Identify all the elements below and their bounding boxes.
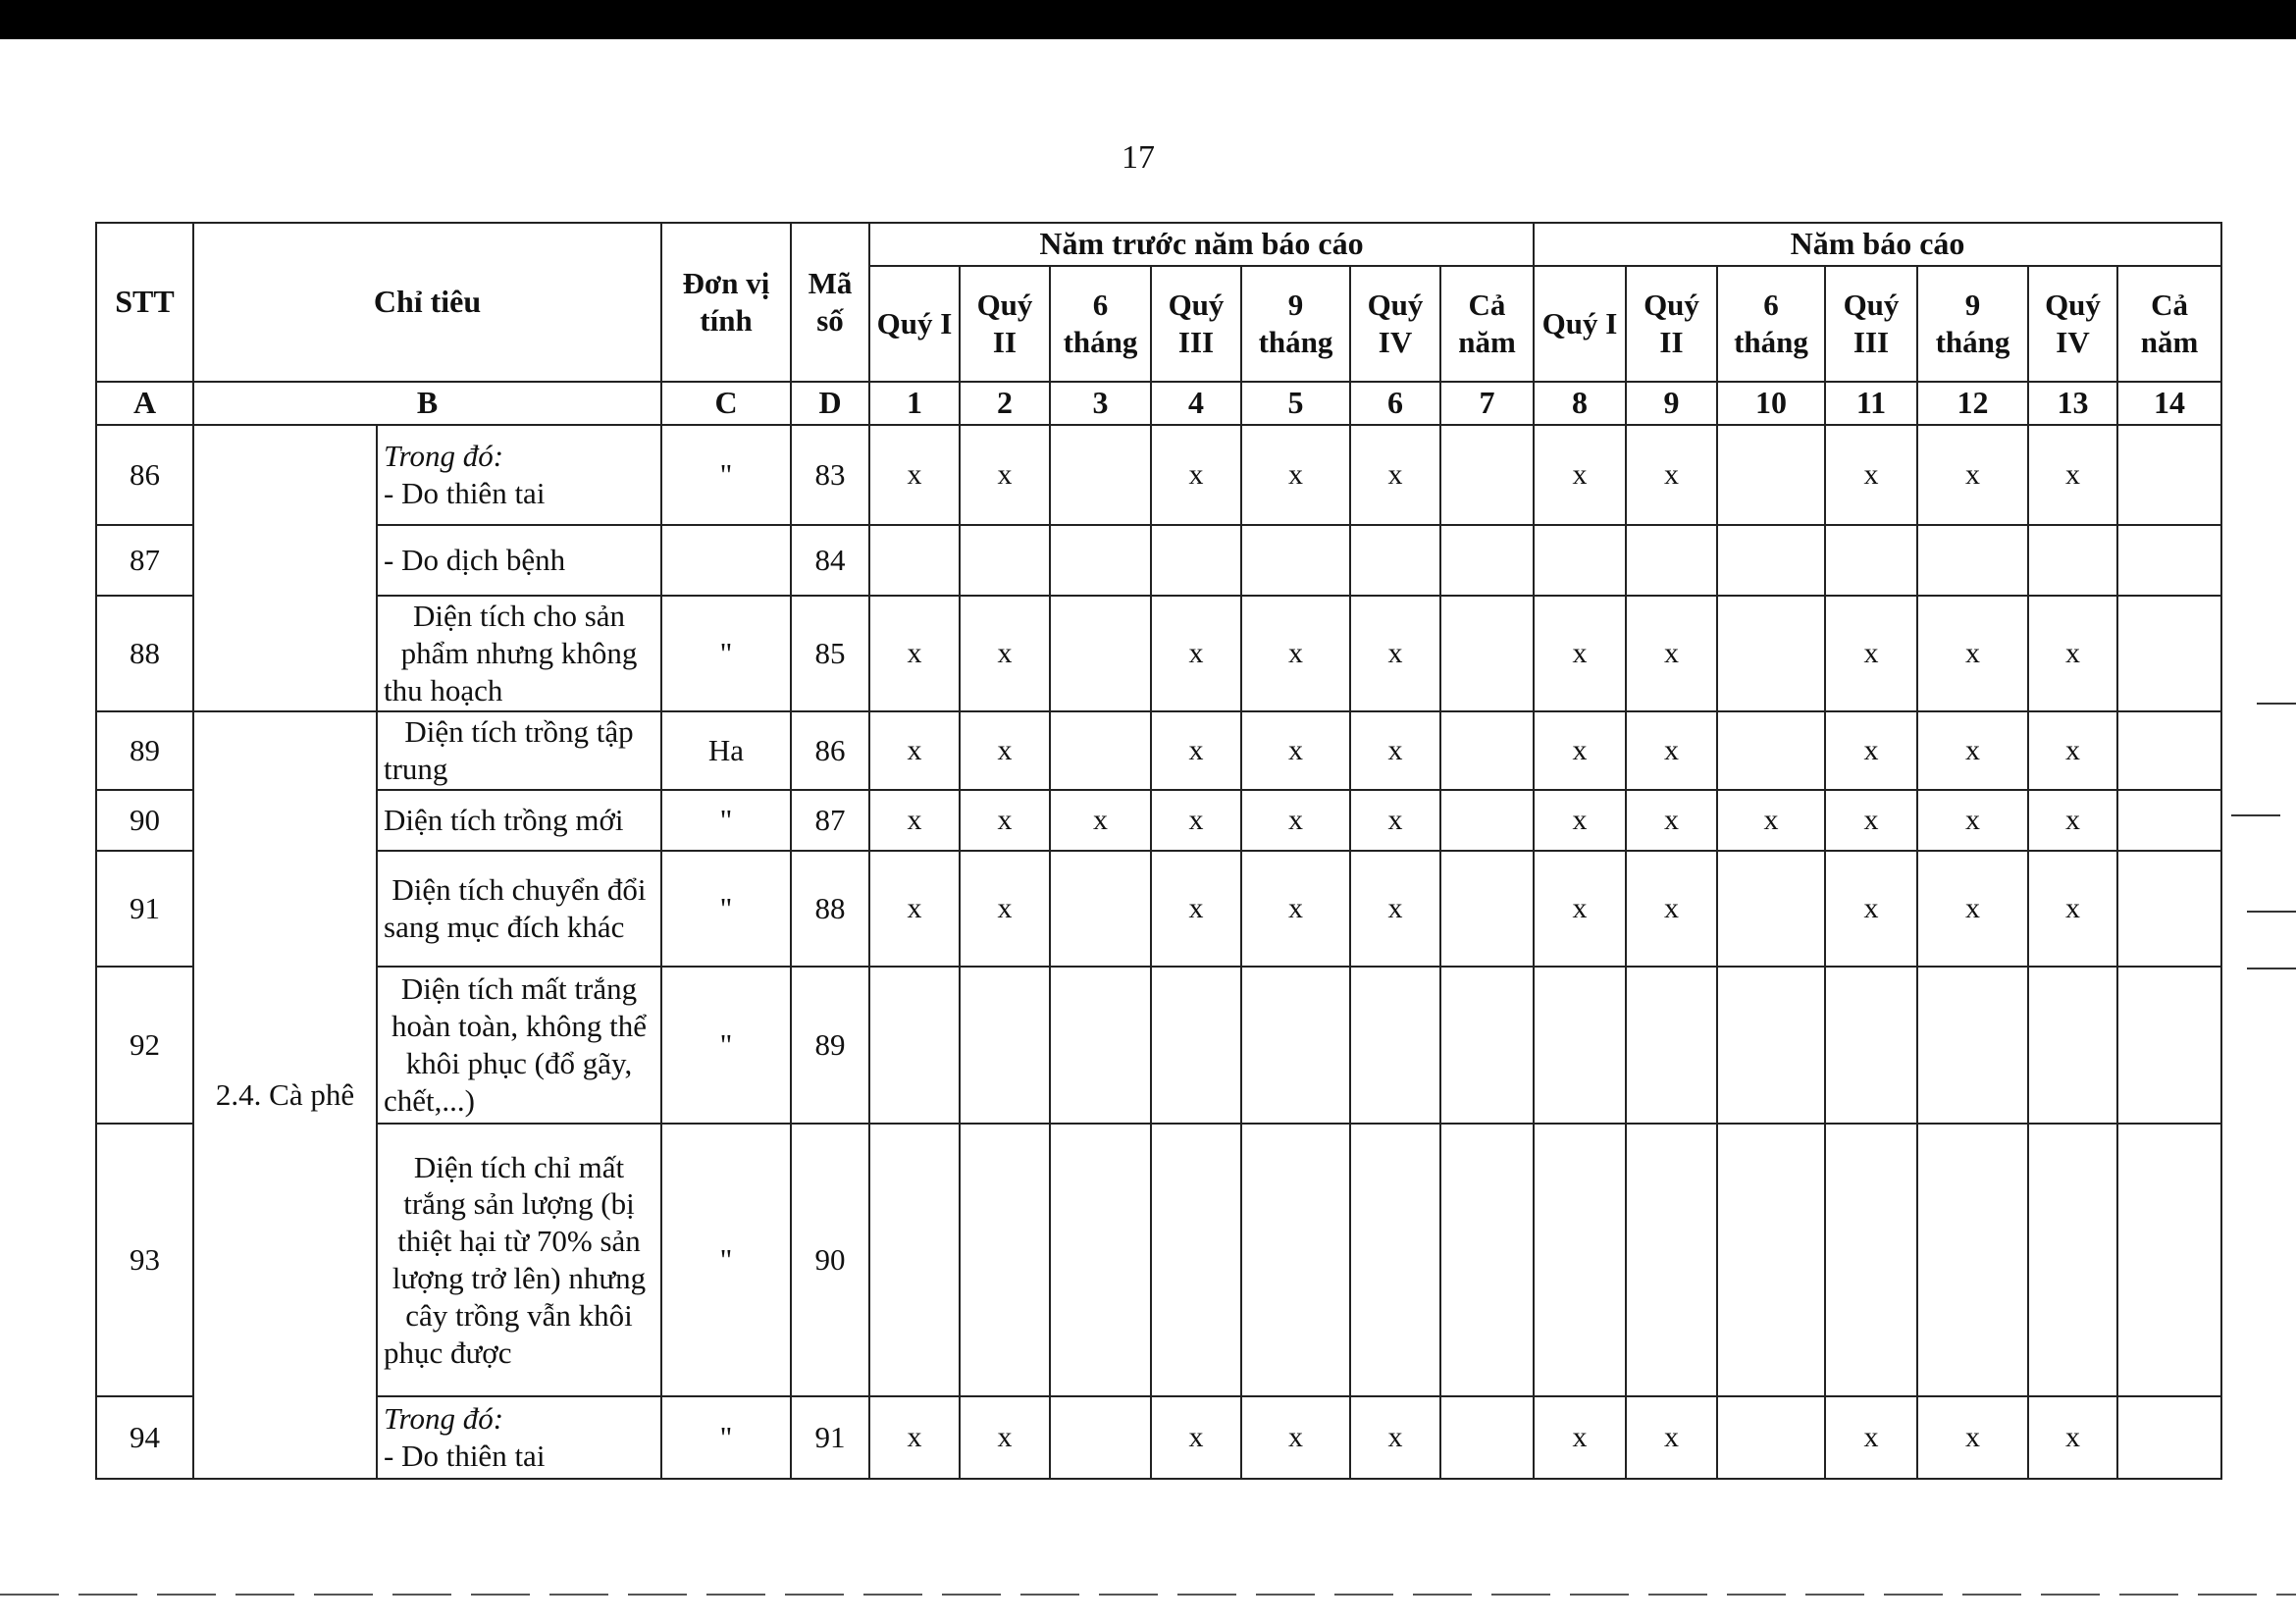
period-cell — [1440, 790, 1534, 851]
header-letter-row — [96, 382, 2221, 425]
period-cell — [869, 525, 960, 596]
period-cell — [1717, 425, 1825, 525]
row-stt: 91 — [96, 851, 193, 967]
period-cell — [1534, 967, 1626, 1124]
period-cell — [2028, 525, 2117, 596]
row-unit: " — [661, 851, 791, 967]
period-cell — [960, 1124, 1050, 1396]
period-cell — [2117, 1396, 2221, 1479]
period-cell — [1050, 851, 1151, 967]
period-cell — [1917, 525, 2028, 596]
period-cell — [1050, 1396, 1151, 1479]
header-period: Quý II — [960, 266, 1050, 382]
period-cell — [1241, 525, 1350, 596]
period-cell: x — [1825, 1396, 1917, 1479]
row-label: Diện tích mất trắng hoàn toàn, không thể khôi phục (đổ gãy, chết,...) — [377, 967, 661, 1124]
row-label-text: - Do thiên tai — [384, 1439, 546, 1473]
period-cell: x — [1151, 790, 1241, 851]
period-cell — [1050, 425, 1151, 525]
period-cell — [2117, 851, 2221, 967]
row-label-text: - Do thiên tai — [384, 476, 546, 510]
period-cell — [1350, 967, 1440, 1124]
period-cell: x — [1825, 711, 1917, 790]
period-cell — [2028, 1124, 2117, 1396]
period-cell — [1050, 967, 1151, 1124]
header-period: Quý III — [1825, 266, 1917, 382]
period-cell — [1717, 711, 1825, 790]
row-unit — [661, 525, 791, 596]
row-code: 89 — [791, 967, 869, 1124]
header-don-vi-tinh: Đơn vị tính — [661, 223, 791, 382]
period-cell — [1440, 1124, 1534, 1396]
period-cell — [2117, 711, 2221, 790]
table-row — [96, 790, 2221, 851]
period-cell: x — [1626, 851, 1717, 967]
period-cell: x — [1534, 425, 1626, 525]
period-cell: x — [1241, 711, 1350, 790]
column-code: 11 — [1825, 382, 1917, 425]
row-label: Diện tích trồng mới — [377, 790, 661, 851]
period-cell: x — [2028, 790, 2117, 851]
row-label: Diện tích trồng tập trung — [377, 711, 661, 790]
row-label — [377, 1396, 661, 1479]
period-cell — [2117, 790, 2221, 851]
period-cell — [1050, 596, 1151, 711]
period-cell — [1717, 596, 1825, 711]
header-period: 9 tháng — [1241, 266, 1350, 382]
period-cell — [1917, 967, 2028, 1124]
table-row — [96, 1396, 2221, 1479]
header-period: 9 tháng — [1917, 266, 2028, 382]
period-cell: x — [1917, 1396, 2028, 1479]
column-code: 9 — [1626, 382, 1717, 425]
row-stt: 92 — [96, 967, 193, 1124]
period-cell — [1440, 525, 1534, 596]
row-code: 83 — [791, 425, 869, 525]
period-cell: x — [1241, 790, 1350, 851]
period-cell: x — [960, 425, 1050, 525]
table-row — [96, 525, 2221, 596]
row-unit: Ha — [661, 711, 791, 790]
period-cell: x — [1717, 790, 1825, 851]
scan-mark — [2247, 968, 2296, 969]
period-cell: x — [1917, 851, 2028, 967]
column-code: 3 — [1050, 382, 1151, 425]
header-period: Cả năm — [1440, 266, 1534, 382]
period-cell — [1534, 525, 1626, 596]
period-cell — [1241, 1124, 1350, 1396]
table-row — [96, 1124, 2221, 1396]
column-code: 1 — [869, 382, 960, 425]
row-label: Diện tích cho sản phẩm nhưng không thu hoạch — [377, 596, 661, 711]
period-cell — [1440, 425, 1534, 525]
column-code: 6 — [1350, 382, 1440, 425]
period-cell — [2117, 596, 2221, 711]
period-cell — [1440, 711, 1534, 790]
period-cell — [1717, 967, 1825, 1124]
period-cell — [1917, 1124, 2028, 1396]
table-body — [96, 425, 2221, 1479]
period-cell: x — [1917, 790, 2028, 851]
period-cell: x — [1825, 790, 1917, 851]
period-cell: x — [960, 851, 1050, 967]
period-cell: x — [1534, 596, 1626, 711]
period-cell — [2028, 967, 2117, 1124]
period-cell: x — [1626, 596, 1717, 711]
column-code: 13 — [2028, 382, 2117, 425]
header-period: Quý IV — [1350, 266, 1440, 382]
period-cell — [1717, 525, 1825, 596]
header-period: Quý IV — [2028, 266, 2117, 382]
period-cell: x — [2028, 851, 2117, 967]
column-code: 5 — [1241, 382, 1350, 425]
period-cell — [1626, 967, 1717, 1124]
period-cell — [1717, 1396, 1825, 1479]
period-cell: x — [1534, 790, 1626, 851]
period-cell: x — [1626, 1396, 1717, 1479]
row-label-italic: Trong đó: — [384, 1401, 504, 1437]
period-cell: x — [869, 1396, 960, 1479]
period-cell — [1050, 711, 1151, 790]
period-cell: x — [1350, 790, 1440, 851]
period-cell: x — [1534, 1396, 1626, 1479]
period-cell — [1050, 525, 1151, 596]
period-cell — [960, 967, 1050, 1124]
period-cell: x — [1350, 711, 1440, 790]
period-cell — [1151, 525, 1241, 596]
period-cell — [1350, 525, 1440, 596]
header-group-report-year: Năm báo cáo — [1534, 223, 2221, 266]
period-cell: x — [1151, 711, 1241, 790]
period-cell: x — [1626, 790, 1717, 851]
header-group-previous-year: Năm trước năm báo cáo — [869, 223, 1534, 266]
period-cell — [2117, 425, 2221, 525]
row-label: Diện tích chuyển đổi sang mục đích khác — [377, 851, 661, 967]
row-code: 86 — [791, 711, 869, 790]
column-code: A — [96, 382, 193, 425]
period-cell — [960, 525, 1050, 596]
period-cell: x — [1626, 425, 1717, 525]
period-cell — [1350, 1124, 1440, 1396]
table-row — [96, 425, 2221, 525]
period-cell: x — [1241, 596, 1350, 711]
column-code: 12 — [1917, 382, 2028, 425]
period-cell: x — [1350, 851, 1440, 967]
period-cell: x — [1825, 425, 1917, 525]
period-cell: x — [1917, 711, 2028, 790]
period-cell: x — [2028, 711, 2117, 790]
row-stt: 90 — [96, 790, 193, 851]
period-cell: x — [869, 851, 960, 967]
statistics-table — [95, 222, 2222, 1480]
row-stt: 93 — [96, 1124, 193, 1396]
period-cell — [1626, 525, 1717, 596]
row-code: 91 — [791, 1396, 869, 1479]
header-stt: STT — [96, 223, 193, 382]
row-label: - Do dịch bệnh — [377, 525, 661, 596]
row-unit: " — [661, 790, 791, 851]
scan-mark — [2231, 814, 2280, 816]
period-cell: x — [1241, 425, 1350, 525]
scan-top-border — [0, 0, 2296, 39]
period-cell — [1626, 1124, 1717, 1396]
row-label — [377, 425, 661, 525]
column-code: 14 — [2117, 382, 2221, 425]
row-unit: " — [661, 596, 791, 711]
column-code: 8 — [1534, 382, 1626, 425]
period-cell: x — [869, 425, 960, 525]
period-cell: x — [1917, 425, 2028, 525]
period-cell: x — [1241, 1396, 1350, 1479]
row-code: 88 — [791, 851, 869, 967]
table-row — [96, 967, 2221, 1124]
header-group-row — [96, 223, 2221, 266]
period-cell — [1717, 851, 1825, 967]
period-cell — [1825, 525, 1917, 596]
period-cell: x — [1825, 596, 1917, 711]
scan-bottom-rule — [0, 1594, 2296, 1596]
group-cell-empty — [193, 425, 377, 711]
period-cell: x — [1350, 1396, 1440, 1479]
period-cell: x — [2028, 596, 2117, 711]
row-stt: 89 — [96, 711, 193, 790]
period-cell — [2117, 1124, 2221, 1396]
period-cell: x — [960, 790, 1050, 851]
table-row — [96, 711, 2221, 790]
period-cell — [1440, 851, 1534, 967]
table-row — [96, 596, 2221, 711]
period-cell: x — [869, 596, 960, 711]
column-code: D — [791, 382, 869, 425]
table-row — [96, 851, 2221, 967]
period-cell: x — [1534, 711, 1626, 790]
period-cell — [2117, 967, 2221, 1124]
period-cell — [2117, 525, 2221, 596]
period-cell — [1440, 596, 1534, 711]
column-code: B — [193, 382, 661, 425]
header-chi-tieu: Chỉ tiêu — [193, 223, 661, 382]
column-code: C — [661, 382, 791, 425]
row-stt: 86 — [96, 425, 193, 525]
period-cell: x — [1534, 851, 1626, 967]
scan-mark — [2257, 703, 2296, 705]
header-period: 6 tháng — [1717, 266, 1825, 382]
period-cell: x — [1350, 425, 1440, 525]
period-cell: x — [2028, 425, 2117, 525]
period-cell: x — [1151, 596, 1241, 711]
period-cell — [1151, 967, 1241, 1124]
row-unit: " — [661, 425, 791, 525]
header-period: Quý I — [1534, 266, 1626, 382]
row-stt: 88 — [96, 596, 193, 711]
period-cell: x — [960, 1396, 1050, 1479]
period-cell: x — [1050, 790, 1151, 851]
scan-mark — [2247, 911, 2296, 913]
period-cell: x — [1151, 425, 1241, 525]
row-code: 90 — [791, 1124, 869, 1396]
column-code: 10 — [1717, 382, 1825, 425]
row-code: 84 — [791, 525, 869, 596]
period-cell — [1050, 1124, 1151, 1396]
period-cell — [1440, 967, 1534, 1124]
period-cell: x — [1917, 596, 2028, 711]
period-cell: x — [1626, 711, 1717, 790]
period-cell: x — [960, 596, 1050, 711]
header-period: Cả năm — [2117, 266, 2221, 382]
period-cell — [869, 1124, 960, 1396]
period-cell: x — [1151, 851, 1241, 967]
header-period: Quý III — [1151, 266, 1241, 382]
row-label: Diện tích chỉ mất trắng sản lượng (bị thiệt hại từ 70% sản lượng trở lên) nhưng cây trồng vẫn khôi phục được — [377, 1124, 661, 1396]
header-ma-so: Mã số — [791, 223, 869, 382]
row-unit: " — [661, 1396, 791, 1479]
row-stt: 87 — [96, 525, 193, 596]
row-unit: " — [661, 1124, 791, 1396]
row-unit: " — [661, 967, 791, 1124]
period-cell: x — [1350, 596, 1440, 711]
period-cell — [869, 967, 960, 1124]
period-cell — [1534, 1124, 1626, 1396]
header-period: Quý I — [869, 266, 960, 382]
period-cell: x — [2028, 1396, 2117, 1479]
period-cell: x — [1151, 1396, 1241, 1479]
period-cell — [1440, 1396, 1534, 1479]
group-label: 2.4. Cà phê — [193, 711, 377, 1479]
period-cell: x — [869, 711, 960, 790]
period-cell: x — [869, 790, 960, 851]
row-stt: 94 — [96, 1396, 193, 1479]
column-code: 2 — [960, 382, 1050, 425]
header-period: 6 tháng — [1050, 266, 1151, 382]
row-label-italic: Trong đó: — [384, 439, 504, 474]
period-cell — [1151, 1124, 1241, 1396]
column-code: 4 — [1151, 382, 1241, 425]
period-cell — [1717, 1124, 1825, 1396]
row-code: 85 — [791, 596, 869, 711]
period-cell: x — [960, 711, 1050, 790]
period-cell — [1825, 967, 1917, 1124]
row-code: 87 — [791, 790, 869, 851]
period-cell — [1241, 967, 1350, 1124]
period-cell: x — [1825, 851, 1917, 967]
period-cell: x — [1241, 851, 1350, 967]
header-period: Quý II — [1626, 266, 1717, 382]
page-number: 17 — [1122, 139, 1155, 176]
period-cell — [1825, 1124, 1917, 1396]
column-code: 7 — [1440, 382, 1534, 425]
